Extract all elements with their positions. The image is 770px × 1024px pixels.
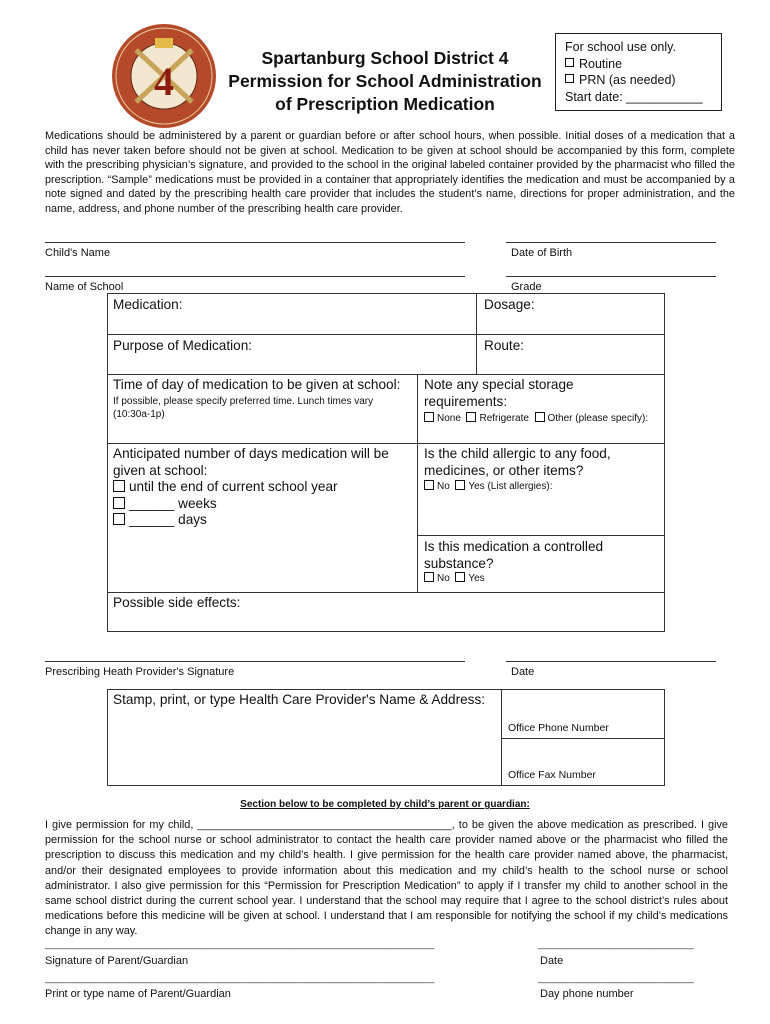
days-days-label: ______ days [129, 512, 207, 527]
controlled-question: Is this medication a controlled substance? [424, 539, 604, 571]
provider-date-label: Date [511, 666, 535, 678]
controlled-yes-checkbox[interactable] [455, 572, 465, 582]
office-phone-label: Office Phone Number [508, 722, 609, 734]
title-line-3: of Prescription Medication [275, 94, 495, 114]
side-effects-cell[interactable] [107, 592, 665, 632]
parent-section-heading: Section below to be completed by child’s parent or guardian: [240, 799, 530, 810]
controlled-no-checkbox[interactable] [424, 572, 434, 582]
route-label: Route: [484, 338, 525, 353]
routine-label: Routine [579, 56, 623, 71]
storage-cell [417, 374, 665, 444]
allergy-cell [417, 443, 665, 536]
storage-other-checkbox[interactable] [535, 412, 545, 422]
storage-none-label: None [437, 413, 461, 424]
parent-phone-label: Day phone number [540, 988, 634, 1000]
school-use-box [555, 33, 722, 111]
stamp-label: Stamp, print, or type Health Care Provider's Name & Address: [113, 692, 486, 707]
office-fax-label: Office Fax Number [508, 769, 596, 781]
controlled-no-label: No [437, 573, 450, 584]
allergy-yes-checkbox[interactable] [455, 480, 465, 490]
parent-date-line[interactable]: ____________________________ [538, 939, 694, 950]
allergy-yes-label: Yes (List allergies): [468, 481, 553, 492]
routine-checkbox[interactable] [565, 58, 574, 67]
office-fax-box[interactable] [501, 738, 665, 786]
school-use-heading: For school use only. [565, 40, 676, 54]
storage-none-checkbox[interactable] [424, 412, 434, 422]
time-of-day-label: Time of day of medication to be given at school: [113, 377, 401, 392]
parent-signature-label: Signature of Parent/Guardian [45, 955, 189, 967]
grade-label: Grade [511, 281, 542, 293]
provider-signature-label: Prescribing Heath Provider's Signature [45, 666, 235, 678]
child-name-line[interactable] [45, 242, 465, 243]
prn-label: PRN (as needed) [579, 73, 676, 87]
school-name-label: Name of School [45, 281, 124, 293]
days-end-of-year-checkbox[interactable] [113, 480, 125, 492]
purpose-cell[interactable] [107, 334, 477, 375]
grade-line[interactable] [506, 276, 716, 277]
title-line-2: Permission for School Administration [228, 71, 542, 91]
controlled-cell [417, 535, 665, 593]
storage-refrigerate-label: Refrigerate [479, 413, 529, 424]
stamp-box[interactable] [107, 689, 502, 786]
storage-label: Note any special storage requirements: [424, 377, 574, 409]
provider-date-line[interactable] [506, 661, 716, 662]
dob-line[interactable] [506, 242, 716, 243]
provider-signature-line[interactable] [45, 661, 465, 662]
prn-checkbox[interactable] [565, 74, 574, 83]
parent-print-name-line[interactable]: ______________________________________________________________________ [45, 973, 435, 984]
allergy-question: Is the child allergic to any food, medicines, or other items? [424, 446, 611, 478]
medication-cell[interactable] [107, 293, 477, 335]
medication-label: Medication: [113, 297, 183, 312]
side-effects-label: Possible side effects: [113, 595, 241, 610]
consent-paragraph: I give permission for my child, __________________________________________, to be given the above medication as prescribed. I give permission for the school nurse or school administrator to contact the health care provider named above or the pharmacist who filled the prescription to discuss this medication and my child’s health. I give permission for the health care provider named above, the pharmacist, and/or their designated employees to provide information about this medication and my child’s health to the school nurse or school administrator. I also give permission for this “Permission for Prescription Medication” to apply if I transfer my child to another school in the same school district during the current school year. I understand that the school may require that I agree to the school district’s rules about medications before this medicine will be given at school. I understand that I am responsible for notifying the school if my child’s medications change in any way. [45, 819, 728, 938]
logo-numeral: 4 [154, 59, 174, 104]
office-phone-box[interactable] [501, 689, 665, 739]
allergy-no-label: No [437, 481, 450, 492]
child-name-label: Child's Name [45, 247, 111, 259]
start-date-field[interactable]: Start date: ___________ [565, 89, 703, 104]
dob-label: Date of Birth [511, 247, 573, 259]
days-end-of-year-label: until the end of current school year [129, 479, 338, 494]
days-days-checkbox[interactable] [113, 513, 125, 525]
district-logo [110, 22, 218, 130]
page-title [225, 47, 545, 116]
route-cell[interactable] [476, 334, 665, 375]
parent-print-name-label: Print or type name of Parent/Guardian [45, 988, 231, 1000]
allergy-no-checkbox[interactable] [424, 480, 434, 490]
school-name-line[interactable] [45, 276, 465, 277]
parent-date-label: Date [540, 955, 564, 967]
dosage-cell[interactable] [476, 293, 665, 335]
title-line-1: Spartanburg School District 4 [261, 48, 509, 68]
storage-other-label: Other (please specify): [547, 413, 649, 424]
controlled-yes-label: Yes [468, 573, 485, 584]
days-cell [107, 443, 418, 593]
purpose-label: Purpose of Medication: [113, 338, 253, 353]
parent-signature-line[interactable]: ______________________________________________________________________ [45, 939, 435, 950]
days-weeks-checkbox[interactable] [113, 497, 125, 509]
storage-refrigerate-checkbox[interactable] [466, 412, 476, 422]
intro-paragraph: Medications should be administered by a parent or guardian before or after school hours, when possible. Initial doses of a medication that a child has never taken before should not be given at school. Medication to be given at school should be accompanied by this form, complete with the prescribing physician’s signature, and provided to the school in the original labeled container provided by the pharmacist who filled the prescription. “Sample” medications must be provided in a container that appropriately identifies the medication and must be accompanied by a note signed and dated by the prescribing health care provider that includes the student’s name, directions for proper administration, and the name, address, and phone number of the prescribing health care provider. [45, 130, 735, 215]
dosage-label: Dosage: [484, 297, 535, 312]
time-of-day-cell[interactable] [107, 374, 418, 444]
days-weeks-label: ______ weeks [129, 495, 217, 511]
parent-phone-line[interactable]: ____________________________ [538, 973, 694, 984]
time-note: If possible, please specify preferred time. Lunch times vary (10:30a-1p) [113, 395, 374, 420]
days-heading: Anticipated number of days medication will be given at school: [113, 446, 389, 478]
